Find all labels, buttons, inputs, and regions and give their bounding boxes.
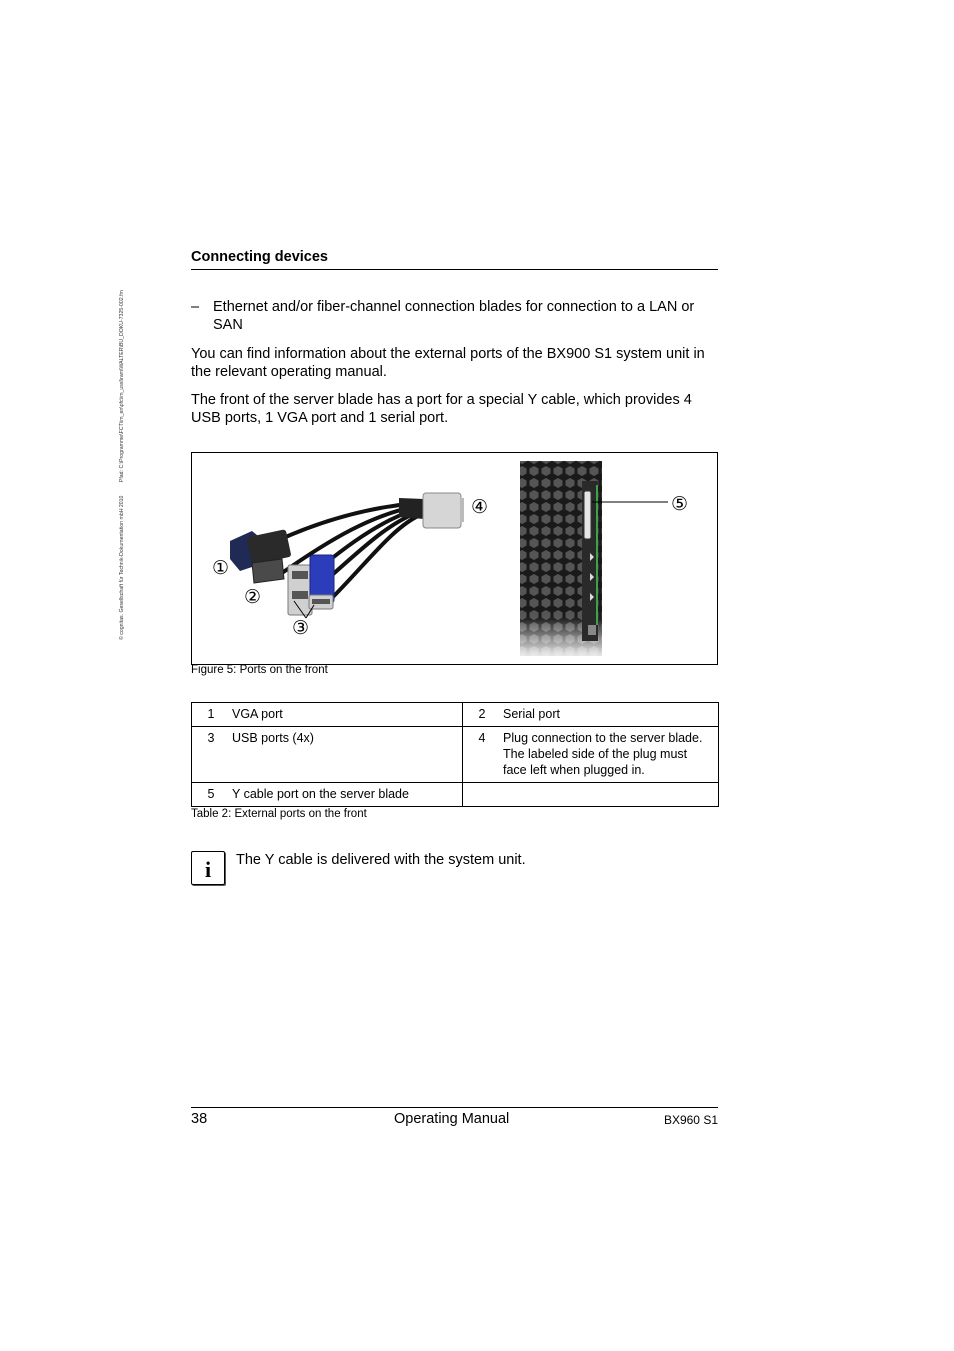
callout-5: ⑤ (671, 493, 689, 515)
side-margin-note (119, 240, 125, 640)
callout-4: ④ (471, 496, 489, 518)
cell-number: 2 (463, 703, 498, 727)
ports-table (191, 702, 719, 807)
cell-description: USB ports (4x) (226, 727, 463, 783)
footer-model: BX960 S1 (663, 1113, 718, 1127)
header-rule (191, 269, 718, 270)
footer-rule (191, 1107, 718, 1108)
bullet-text: Ethernet and/or fiber-channel connection blades for connection to a LAN or SAN (213, 299, 695, 333)
cell-number: 1 (192, 703, 227, 727)
cell-description: Y cable port on the server blade (226, 783, 463, 807)
table-row (192, 727, 719, 783)
paragraph-y-cable: The front of the server blade has a port for a special Y cable, which provides 4 USB ports, 1 VGA port and 1 serial port. (191, 392, 692, 426)
body-text (191, 298, 718, 437)
cell-description (497, 783, 719, 807)
table-row (192, 783, 719, 807)
info-icon: i (191, 851, 225, 885)
cell-number (463, 783, 498, 807)
callout-2: ② (244, 586, 262, 608)
file-path-note: Pfad: C:\Programme\FCT\im_en\pfc\im_ussl\ram\WALTER\BU_DOKU-7325-002.fm (119, 290, 125, 483)
cell-description: VGA port (226, 703, 463, 727)
callout-1: ① (212, 557, 230, 579)
page-number: 38 (191, 1111, 208, 1127)
cell-number: 4 (463, 727, 498, 783)
cell-number: 3 (192, 727, 227, 783)
info-text: The Y cable is delivered with the system unit. (236, 852, 526, 868)
cell-description: Serial port (497, 703, 719, 727)
section-title: Connecting devices (191, 249, 328, 265)
table-caption: Table 2: External ports on the front (191, 808, 367, 820)
page-header (191, 249, 718, 270)
paragraph-external-ports: You can find information about the external ports of the BX900 S1 system unit in the relevant operating manual. (191, 346, 705, 380)
cell-description: Plug connection to the server blade. The labeled side of the plug must face left when plugged in. (497, 727, 719, 783)
bullet-item (191, 298, 718, 334)
footer-title: Operating Manual (394, 1111, 510, 1127)
figure-caption: Figure 5: Ports on the front (191, 664, 328, 676)
table-row (192, 703, 719, 727)
bullet-dash: – (191, 299, 200, 315)
cell-number: 5 (192, 783, 227, 807)
ports-figure (191, 452, 718, 665)
server-blade-image (520, 461, 602, 656)
callout-3: ③ (292, 617, 310, 639)
copyright-note: © cognitas. Gesellschaft für Technik-Dokumentation mbH 2010 (119, 495, 125, 640)
ports-illustration (192, 453, 717, 664)
y-cable-image (230, 493, 464, 615)
